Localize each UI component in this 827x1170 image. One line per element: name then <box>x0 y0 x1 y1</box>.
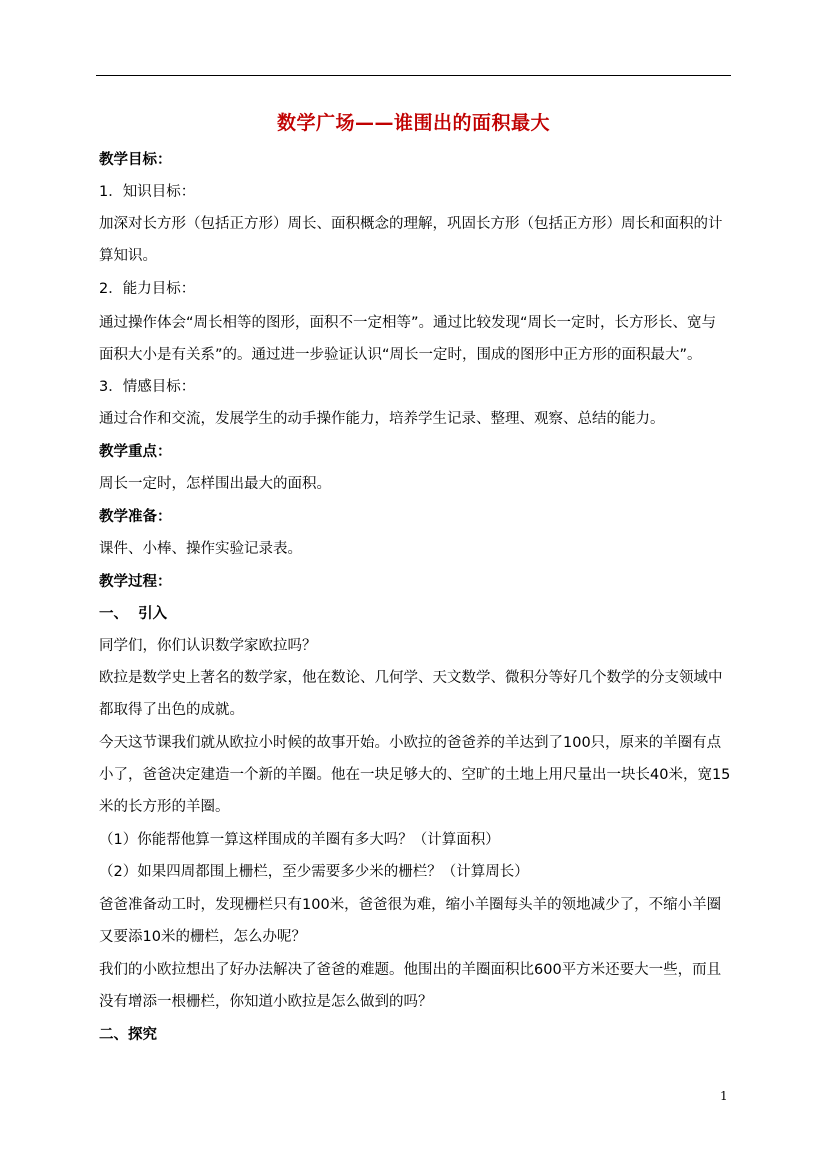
preparation-heading: 教学准备： <box>99 509 172 525</box>
process-heading: 教学过程： <box>99 574 172 590</box>
key-points-text: 周长一定时，怎样围出最大的面积。 <box>99 476 331 492</box>
goal3-text-line1: 通过合作和交流，发展学生的动手操作能力，培养学生记录、整理、观察、总结的能力。 <box>99 411 665 427</box>
paragraph-3-line2: 小了，爸爸决定建造一个新的羊圈。他在一块足够大的、空旷的土地上用尺量出一块长40米，宽15 <box>99 767 731 783</box>
goal2-heading: 2．能力目标： <box>99 281 196 297</box>
goal1-text-line1: 加深对长方形（包括正方形）周长、面积概念的理解，巩固长方形（包括正方形）周长和面积的计 <box>99 216 723 232</box>
part2-heading: 二、探究 <box>99 1027 157 1043</box>
goal1-heading: 1．知识目标： <box>99 184 196 200</box>
preparation-text: 课件、小棒、操作实验记录表。 <box>99 541 302 557</box>
paragraph-1: 同学们，你们认识数学家欧拉吗？ <box>99 638 317 654</box>
paragraph-4-line1: 爸爸准备动工时，发现栅栏只有100米，爸爸很为难，缩小羊圈每头羊的领地减少了，不缩小羊圈 <box>99 897 722 913</box>
part1-heading: 一、 引入 <box>99 606 168 622</box>
page-number: 1 <box>720 1089 728 1103</box>
goals-heading: 教学目标： <box>99 152 172 168</box>
paragraph-3-line1: 今天这节课我们就从欧拉小时候的故事开始。小欧拉的爸爸养的羊达到了100只，原来的羊圈有点 <box>99 735 722 751</box>
paragraph-2-line2: 都取得了出色的成就。 <box>99 702 244 718</box>
header-rule <box>96 75 731 76</box>
paragraph-5-line2: 没有增添一根栅栏，你知道小欧拉是怎么做到的吗？ <box>99 994 433 1010</box>
paragraph-5-line1: 我们的小欧拉想出了好办法解决了爸爸的难题。他围出的羊圈面积比600平方米还要大一些，而且 <box>99 962 722 978</box>
goal2-text-line2: 面积大小是有关系”的。通过进一步验证认识“周长一定时，围成的图形中正方形的面积最大”。 <box>99 347 702 363</box>
document-title: 数学广场——谁围出的面积最大 <box>276 112 550 134</box>
goal3-heading: 3．情感目标： <box>99 379 196 395</box>
paragraph-2-line1: 欧拉是数学史上著名的数学家，他在数论、几何学、天文数学、微积分等好几个数学的分支领域中 <box>99 670 723 686</box>
goal1-text-line2: 算知识。 <box>99 248 157 264</box>
question-2: （2）如果四周都围上栅栏，至少需要多少米的栅栏？（计算周长） <box>99 864 529 880</box>
paragraph-4-line2: 又要添10米的栅栏，怎么办呢？ <box>99 929 306 945</box>
question-1: （1）你能帮他算一算这样围成的羊圈有多大吗？（计算面积） <box>99 832 500 848</box>
goal2-text-line1: 通过操作体会“周长相等的图形，面积不一定相等”。通过比较发现“周长一定时，长方形长、宽与 <box>99 315 717 331</box>
paragraph-3-line3: 米的长方形的羊圈。 <box>99 799 230 815</box>
key-points-heading: 教学重点： <box>99 444 172 460</box>
